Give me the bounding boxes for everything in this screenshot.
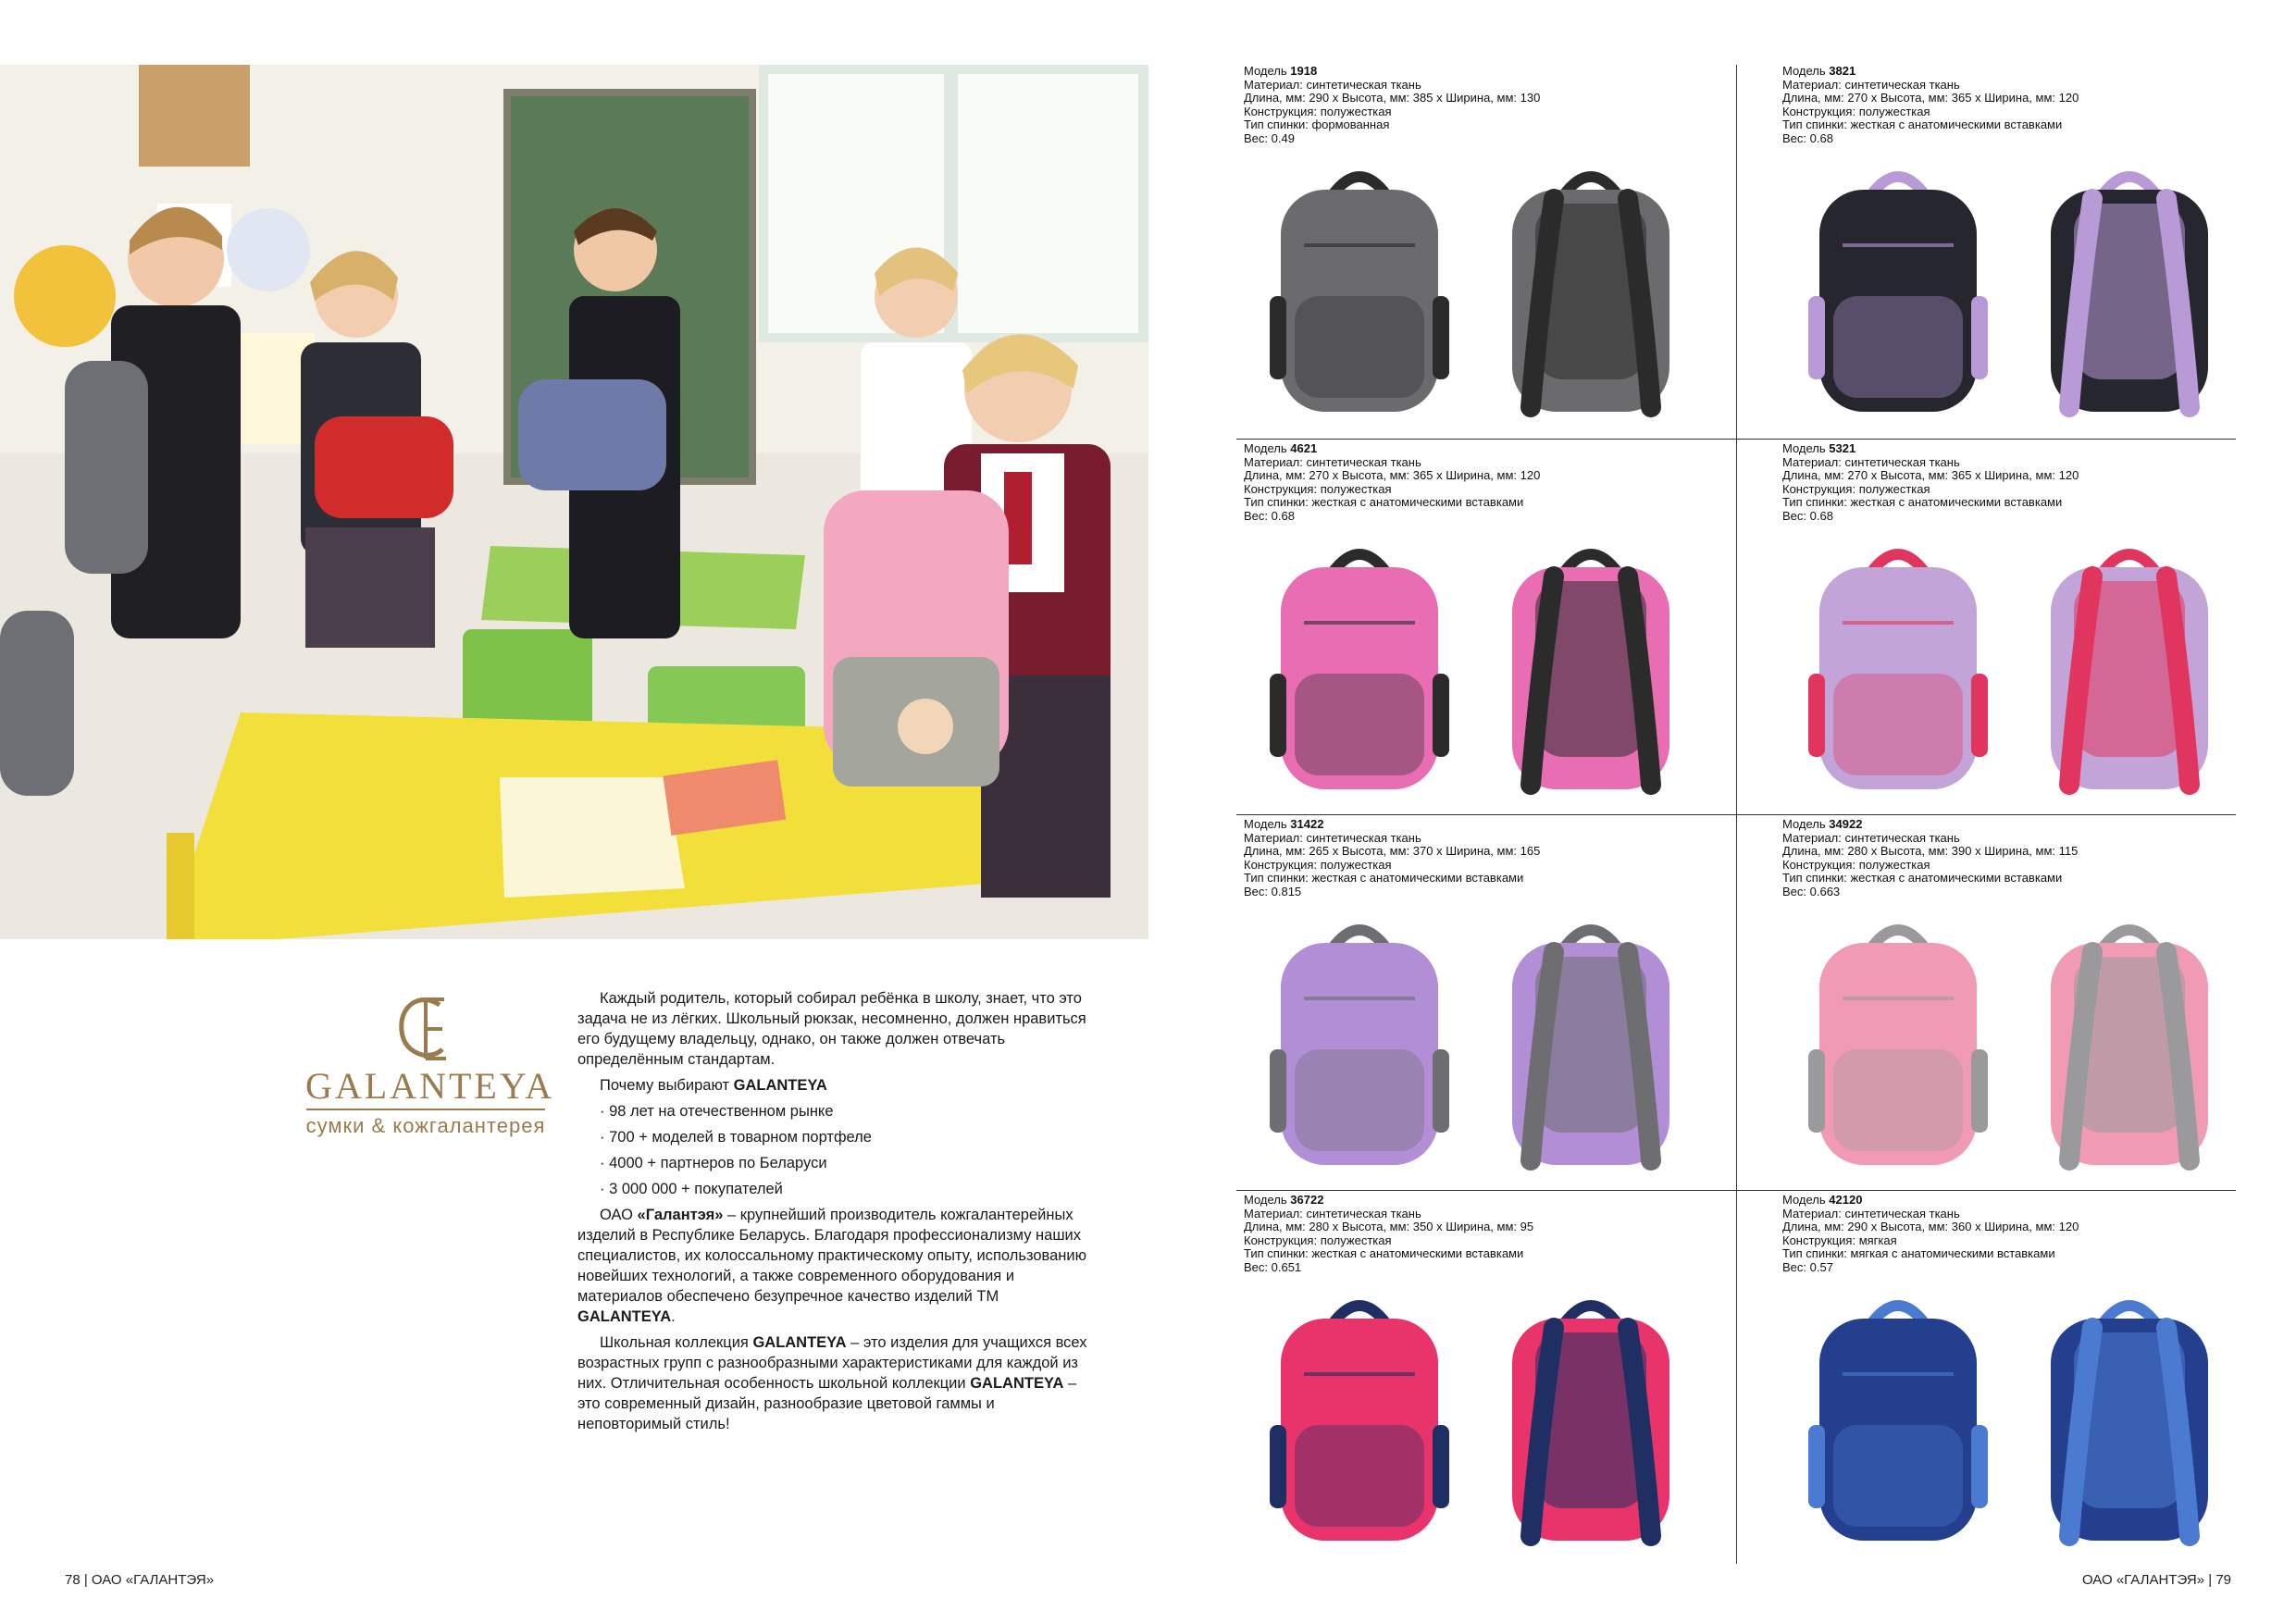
- spec-material: Материал: синтетическая ткань: [1782, 830, 1960, 845]
- benefit-item: · 98 лет на отечественном рынке: [577, 1101, 1096, 1121]
- classroom-illustration: [0, 65, 1148, 939]
- benefit-item: · 3 000 000 + покупателей: [577, 1179, 1096, 1199]
- spec-dimensions: Длина, мм: 270 х Высота, мм: 365 х Ширина, мм: 120: [1782, 91, 2079, 105]
- spec-model: Модель 36722: [1244, 1193, 1324, 1207]
- spec-back-type: Тип спинки: мягкая с анатомическими вставками: [1782, 1246, 2055, 1260]
- backpack-front-image: [1253, 911, 1466, 1179]
- spec-dimensions: Длина, мм: 270 х Высота, мм: 365 х Ширина, мм: 120: [1782, 468, 2079, 482]
- spec-material: Материал: синтетическая ткань: [1782, 1206, 1960, 1220]
- benefit-item: · 700 + моделей в товарном портфеле: [577, 1127, 1096, 1147]
- product-spec: [1782, 442, 2264, 523]
- backpack-front-image: [1253, 1286, 1466, 1555]
- spec-weight: Вес: 0.663: [1782, 884, 1841, 898]
- classroom-photo: [0, 65, 1148, 939]
- article-paragraph-collection: Школьная коллекция GALANTEYA – это изделия для учащихся всех возрастных групп с разнообразными характеристиками для каждой из них. Отличительная особенность школьной коллекции GALANTEYA – это современный дизайн, разнообразие цветовой гаммы и неповторимый стиль!: [577, 1334, 1087, 1432]
- logo-monogram: [389, 990, 463, 1064]
- product-spec: [1244, 65, 1725, 145]
- spec-construction: Конструкция: полужесткая: [1244, 1233, 1392, 1247]
- product-card: [1244, 65, 1725, 439]
- product-grid: [1236, 65, 2236, 1564]
- logo-tagline: сумки & кожгалантерея: [305, 1114, 546, 1137]
- product-images: [1244, 1286, 1725, 1564]
- spec-model: Модель 5321: [1782, 441, 1856, 455]
- backpack-back-image: [2023, 535, 2236, 803]
- article-paragraph-company: ОАО «Галантэя» – крупнейший производитель кожгалантерейных изделий в Республике Беларусь. Благодаря профессионализму наших специалистов, их колоссальному практическому опыту, использованию новейших технологий, а также современного оборудования и материалов обеспечено безупречное качество изделий ТМ GALANTEYA.: [577, 1207, 1086, 1325]
- backpack-front-image: [1792, 1286, 2004, 1555]
- product-spec: [1244, 442, 1725, 523]
- backpack-front-image: [1792, 157, 2004, 426]
- spec-back-type: Тип спинки: жесткая с анатомическими вставками: [1782, 871, 2063, 885]
- backpack-front-image: [1792, 535, 2004, 803]
- spec-construction: Конструкция: полужесткая: [1782, 104, 1930, 118]
- spec-model: Модель 1918: [1244, 64, 1318, 78]
- spec-construction: Конструкция: полужесткая: [1244, 104, 1392, 118]
- product-spec: [1782, 65, 2264, 145]
- backpack-back-image: [2023, 157, 2236, 426]
- backpack-back-image: [1484, 1286, 1697, 1555]
- product-spec: [1244, 818, 1725, 898]
- backpack-back-image: [2023, 911, 2236, 1179]
- spec-model: Модель 4621: [1244, 441, 1318, 455]
- spec-material: Материал: синтетическая ткань: [1244, 77, 1421, 92]
- spec-weight: Вес: 0.651: [1244, 1259, 1302, 1274]
- spec-back-type: Тип спинки: жесткая с анатомическими вставками: [1782, 118, 2063, 131]
- grid-divider-horizontal: [1236, 439, 2236, 440]
- backpack-front-image: [1792, 911, 2004, 1179]
- page-footer-right: ОАО «ГАЛАНТЭЯ» | 79: [2081, 1572, 2231, 1588]
- spec-model: Модель 42120: [1782, 1193, 1863, 1207]
- benefits-list: [577, 1101, 1096, 1199]
- backpack-back-image: [1484, 535, 1697, 803]
- galanteya-logo: [305, 990, 555, 1138]
- benefit-item: · 4000 + партнеров по Беларуси: [577, 1153, 1096, 1173]
- spec-material: Материал: синтетическая ткань: [1244, 830, 1421, 845]
- spec-dimensions: Длина, мм: 280 х Высота, мм: 350 х Ширина, мм: 95: [1244, 1220, 1534, 1233]
- spec-material: Материал: синтетическая ткань: [1782, 454, 1960, 469]
- backpack-back-image: [2023, 1286, 2236, 1555]
- product-card: [1244, 1194, 1725, 1567]
- spec-model: Модель 31422: [1244, 817, 1324, 831]
- spec-model: Модель 3821: [1782, 64, 1856, 78]
- spec-dimensions: Длина, мм: 290 х Высота, мм: 360 х Ширина, мм: 120: [1782, 1220, 2079, 1233]
- product-images: [1244, 911, 1725, 1188]
- spec-weight: Вес: 0.68: [1782, 130, 1833, 145]
- spec-dimensions: Длина, мм: 280 х Высота, мм: 390 х Ширина, мм: 115: [1782, 844, 2079, 858]
- spec-dimensions: Длина, мм: 270 х Высота, мм: 365 х Ширина, мм: 120: [1244, 468, 1541, 482]
- article-paragraph-intro: Каждый родитель, который собирал ребёнка в школу, знает, что это задача не из лёгких. Школьный рюкзак, несомненно, должен нравиться его будущему владельцу, однако, он также должен отвечать определённым стандартам.: [577, 990, 1086, 1068]
- product-spec: [1782, 1194, 2264, 1274]
- product-images: [1244, 157, 1725, 435]
- spec-back-type: Тип спинки: жесткая с анатомическими вставками: [1244, 871, 1524, 885]
- product-card: [1782, 818, 2264, 1192]
- product-images: [1782, 157, 2264, 435]
- product-spec: [1782, 818, 2264, 898]
- product-card: [1244, 818, 1725, 1192]
- spec-weight: Вес: 0.49: [1244, 130, 1295, 145]
- product-images: [1782, 535, 2264, 812]
- spec-material: Материал: синтетическая ткань: [1782, 77, 1960, 92]
- spec-model: Модель 34922: [1782, 817, 1863, 831]
- spec-dimensions: Длина, мм: 265 х Высота, мм: 370 х Ширина, мм: 165: [1244, 844, 1541, 858]
- spec-dimensions: Длина, мм: 290 х Высота, мм: 385 х Ширина, мм: 130: [1244, 91, 1541, 105]
- backpack-front-image: [1253, 535, 1466, 803]
- logo-divider: [306, 1109, 545, 1110]
- spec-back-type: Тип спинки: жесткая с анатомическими вставками: [1244, 1246, 1524, 1260]
- product-images: [1782, 1286, 2264, 1564]
- product-spec: [1244, 1194, 1725, 1274]
- spec-construction: Конструкция: полужесткая: [1782, 857, 1930, 872]
- spec-construction: Конструкция: полужесткая: [1244, 857, 1392, 872]
- product-card: [1782, 442, 2264, 816]
- backpack-front-image: [1253, 157, 1466, 426]
- product-images: [1244, 535, 1725, 812]
- backpack-back-image: [1484, 911, 1697, 1179]
- spec-construction: Конструкция: полужесткая: [1782, 481, 1930, 496]
- spec-weight: Вес: 0.68: [1782, 508, 1833, 523]
- logo-wordmark: GALANTEYA: [305, 1065, 555, 1107]
- product-images: [1782, 911, 2264, 1188]
- page-footer-left: 78 | ОАО «ГАЛАНТЭЯ»: [65, 1572, 215, 1588]
- spec-material: Материал: синтетическая ткань: [1244, 454, 1421, 469]
- spec-back-type: Тип спинки: жесткая с анатомическими вставками: [1244, 495, 1524, 509]
- spec-construction: Конструкция: мягкая: [1782, 1233, 1897, 1247]
- spec-back-type: Тип спинки: жесткая с анатомическими вставками: [1782, 495, 2063, 509]
- article-text: [577, 988, 1096, 1434]
- spec-weight: Вес: 0.57: [1782, 1259, 1833, 1274]
- product-card: [1782, 1194, 2264, 1567]
- spec-construction: Конструкция: полужесткая: [1244, 481, 1392, 496]
- why-heading: Почему выбирают GALANTEYA: [600, 1077, 827, 1094]
- spec-material: Материал: синтетическая ткань: [1244, 1206, 1421, 1220]
- spec-weight: Вес: 0.815: [1244, 884, 1302, 898]
- spec-back-type: Тип спинки: формованная: [1244, 118, 1390, 131]
- product-card: [1782, 65, 2264, 439]
- spec-weight: Вес: 0.68: [1244, 508, 1295, 523]
- backpack-back-image: [1484, 157, 1697, 426]
- product-card: [1244, 442, 1725, 816]
